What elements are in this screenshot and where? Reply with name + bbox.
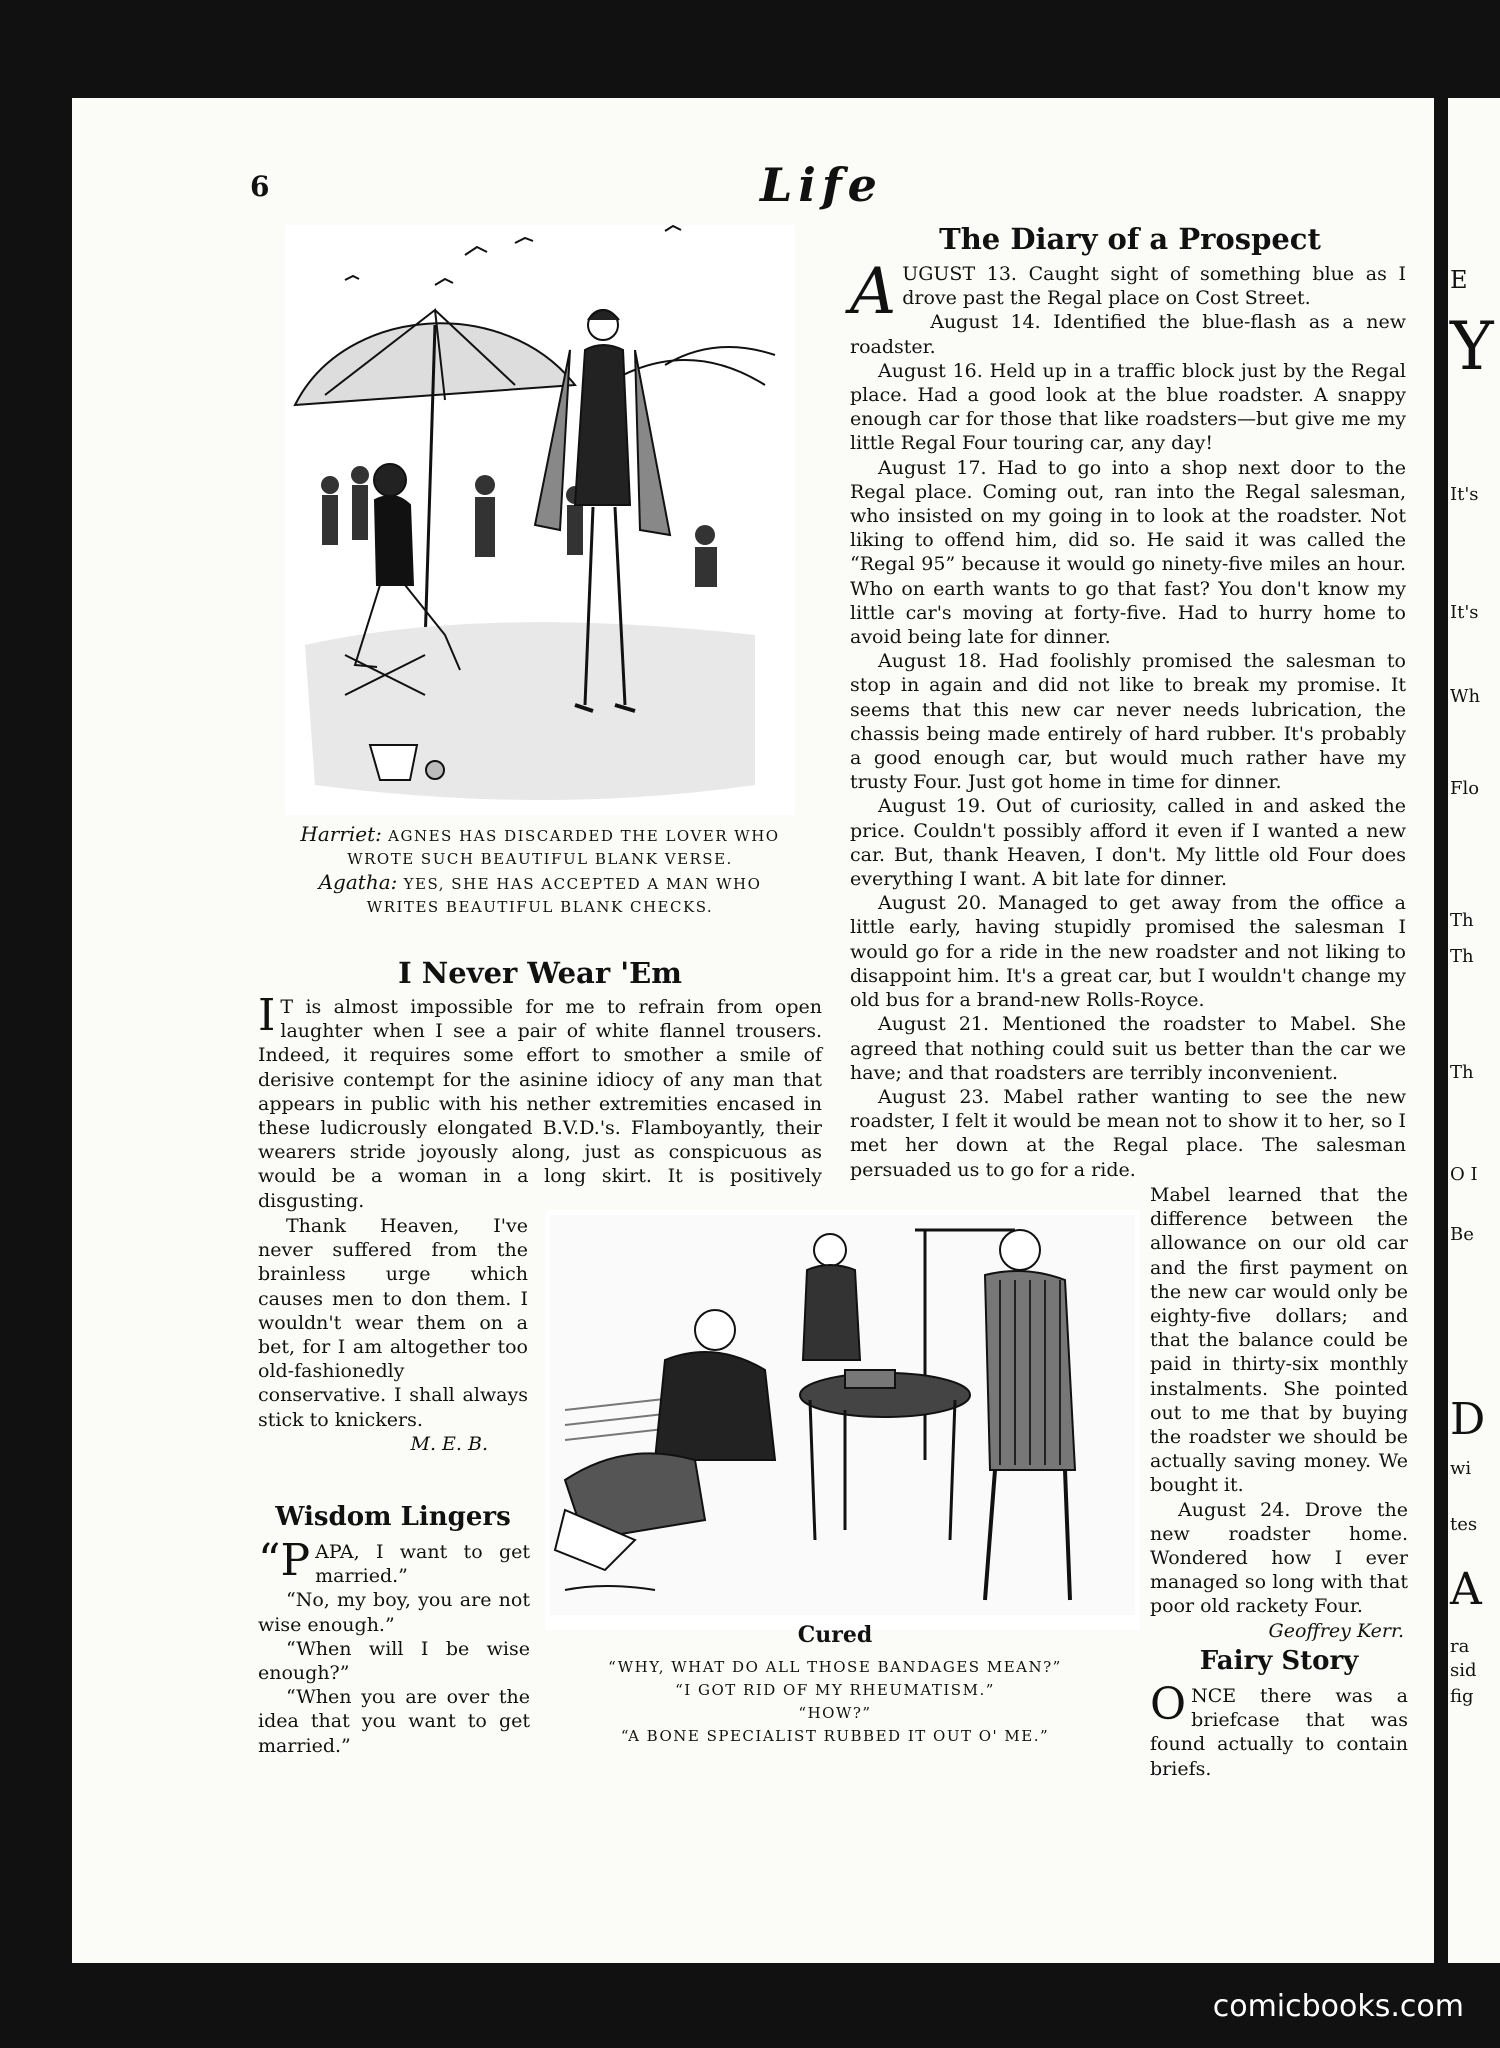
beach-cartoon-illustration bbox=[285, 225, 795, 815]
article-body-never-wear bbox=[258, 990, 822, 1213]
paragraph: August 23. Mabel rather wanting to see the new roadster, I felt it would be mean not to show it to her, so I met her down at the Regal place. The salesman persuaded us to go for a ride. bbox=[850, 1085, 1406, 1181]
article-body-diary-cont bbox=[1150, 1183, 1408, 1643]
strip-text: wi bbox=[1450, 1458, 1472, 1479]
caption-line: “A BONE SPECIALIST RUBBED IT OUT O' ME.” bbox=[620, 1727, 1050, 1745]
drop-cap: A bbox=[850, 255, 897, 329]
adjacent-page-strip bbox=[1448, 98, 1500, 1963]
strip-text: E bbox=[1450, 266, 1468, 294]
cured-cartoon-illustration bbox=[545, 1210, 1140, 1630]
article-body-fairy bbox=[1150, 1679, 1408, 1781]
paragraph: UGUST 13. Caught sight of something blue as I drove past the Regal place on Cost Street. bbox=[902, 263, 1406, 310]
paragraph: August 14. Identified the blue-flash as a new roadster. bbox=[850, 311, 1406, 358]
paragraph: August 21. Mentioned the roadster to Mabel. She agreed that nothing could suit us better than the car we have; and that roadsters are terribly inconvenient. bbox=[850, 1013, 1406, 1084]
watermark: comicbooks.com bbox=[1212, 1989, 1464, 2024]
caption-text: YES, SHE HAS ACCEPTED A MAN WHO WRITES BEAUTIFUL BLANK CHECKS. bbox=[366, 875, 762, 916]
article-title-never-wear: I Never Wear 'Em bbox=[398, 956, 682, 990]
drop-cap: “P bbox=[258, 1535, 311, 1586]
paragraph: Mabel learned that the difference between the allowance on our old car and the first payment on the new car would only be eighty-five dollars; and that the balance could be paid in thirty-six monthly instalments. She pointed out to me that by buying the roadster we should be actually saving money. We bought it. bbox=[1150, 1184, 1408, 1497]
caption-speaker: Agatha: bbox=[318, 870, 398, 894]
caption-line: “WHY, WHAT DO ALL THOSE BANDAGES MEAN?” bbox=[608, 1658, 1062, 1676]
strip-text: Th bbox=[1450, 946, 1474, 967]
article-title-wisdom: Wisdom Lingers bbox=[275, 1502, 511, 1532]
paragraph: Thank Heaven, I've never suffered from the brainless urge which causes men to don them. I wouldn't wear them on a bet, for I am altogether too old-fashionedly conservative. I shall always stick to knickers. bbox=[258, 1215, 528, 1431]
paragraph: NCE there was a briefcase that was found actually to contain briefs. bbox=[1150, 1685, 1408, 1780]
caption-line: “I GOT RID OF MY RHEUMATISM.” bbox=[675, 1681, 995, 1699]
page-number: 6 bbox=[250, 170, 270, 203]
article-body-never-wear-cont bbox=[258, 1214, 528, 1456]
strip-text: Th bbox=[1450, 910, 1474, 931]
strip-text: sid bbox=[1450, 1660, 1477, 1681]
paragraph: “When you are over the idea that you want to get married.” bbox=[258, 1686, 530, 1757]
article-body-wisdom bbox=[258, 1535, 530, 1758]
paragraph: “No, my boy, you are not wise enough.” bbox=[258, 1589, 530, 1636]
drop-cap: O bbox=[1150, 1679, 1187, 1730]
paragraph: August 18. Had foolishly promised the salesman to stop in again and did not like to break my promise. It seems that this new car never needs lubrication, the chassis being made entirely of hard rubber. It's probably a good enough car, but would much rather have my trusty Four. Just got home in time for dinner. bbox=[850, 650, 1406, 794]
article-body-diary bbox=[850, 255, 1406, 1182]
author-signature: M. E. B. bbox=[410, 1432, 488, 1455]
strip-text: Wh bbox=[1450, 686, 1481, 707]
paragraph: APA, I want to get married.” bbox=[315, 1541, 530, 1588]
strip-text: It's bbox=[1450, 484, 1479, 505]
caption-text: AGNES HAS DISCARDED THE LOVER WHO WROTE SUCH BEAUTIFUL BLANK VERSE. bbox=[347, 827, 780, 868]
paragraph: “When will I be wise enough?” bbox=[258, 1637, 530, 1685]
caption-line: “HOW?” bbox=[798, 1704, 872, 1722]
strip-text: O I bbox=[1450, 1164, 1478, 1185]
strip-text: Th bbox=[1450, 1062, 1474, 1083]
paragraph: August 24. Drove the new roadster home. Wondered how I ever managed so long with that poor old rackety Four. bbox=[1150, 1498, 1408, 1618]
cured-title: Cured bbox=[797, 1622, 873, 1648]
strip-text: It's bbox=[1450, 602, 1479, 623]
strip-text: D bbox=[1450, 1394, 1486, 1445]
strip-text: Be bbox=[1450, 1224, 1474, 1245]
caption-speaker: Harriet: bbox=[300, 822, 382, 846]
strip-text: Y bbox=[1450, 308, 1494, 385]
paragraph: August 20. Managed to get away from the office a little early, having stupidly promised the salesman I would go for a ride in the new roadster and not liking to disappoint him. It's a great car, but I wouldn't change my old bus for a brand-new Rolls-Royce. bbox=[850, 892, 1406, 1012]
strip-text: ra bbox=[1450, 1636, 1470, 1657]
article-title-fairy: Fairy Story bbox=[1199, 1646, 1359, 1676]
strip-text: tes bbox=[1450, 1514, 1478, 1535]
strip-text: Flo bbox=[1450, 778, 1480, 799]
paragraph: August 19. Out of curiosity, called in and asked the price. Couldn't possibly afford it even if I wanted a new car. But, thank Heaven, I don't. My little old Four does everything I want. A bit late for dinner. bbox=[850, 795, 1406, 891]
beach-cartoon-caption bbox=[280, 823, 800, 919]
author-signature: Geoffrey Kerr. bbox=[1268, 1619, 1404, 1642]
drop-cap: I bbox=[258, 990, 276, 1041]
masthead-title: Life bbox=[760, 158, 883, 212]
cured-caption bbox=[560, 1656, 1110, 1748]
paragraph: August 16. Held up in a traffic block just by the Regal place. Had a good look at the blue roadster. A snappy enough car for those that like roadsters—but give me my little Regal Four touring car, any day! bbox=[850, 359, 1406, 455]
paragraph: August 17. Had to go into a shop next door to the Regal place. Coming out, ran into the Regal salesman, who insisted on my going in to look at the roadster. Not liking to offend him, did so. He said it was called the “Regal 95” because it would go ninety-five miles an hour. Who on earth wants to go that fast? You don't know my little car's moving at forty-five. Had to hurry home to avoid being late for dinner. bbox=[850, 456, 1406, 649]
strip-text: A bbox=[1450, 1564, 1482, 1615]
article-title-diary: The Diary of a Prospect bbox=[939, 222, 1321, 256]
strip-text: fig bbox=[1450, 1686, 1474, 1707]
paragraph: T is almost impossible for me to refrain from open laughter when I see a pair of white flannel trousers. Indeed, it requires some effort to smother a smile of derisive contempt for the asinine idiocy of any man that appears in public with his nether extremities encased in these ludicrously elongated B.V.D.'s. Flamboyantly, their wearers stride joyously along, just as conspicuous as would be a woman in a long skirt. It is positively disgusting. bbox=[258, 996, 822, 1212]
